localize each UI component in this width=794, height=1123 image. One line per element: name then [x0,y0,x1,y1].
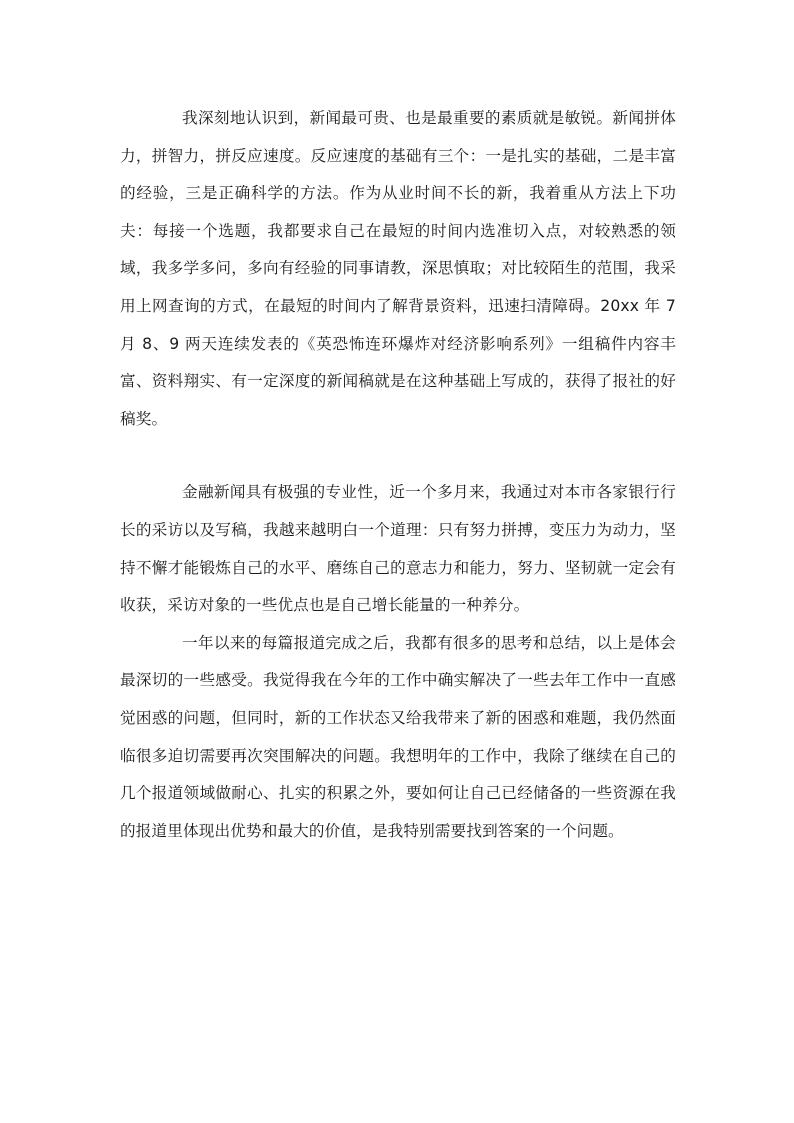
paragraph-summary: 一年以来的每篇报道完成之后，我都有很多的思考和总结，以上是体会最深切的一些感受。我觉得我在今年的工作中确实解决了一些去年工作中一直感觉困惑的问题，但同时，新的工作状态又给我带来了新的困惑和难题，我仍然面临很多迫切需要再次突围解决的问题。我想明年的工作中，我除了继续在自己的几个报道领域做耐心、扎实的积累之外，要如何让自己已经储备的一些资源在我的报道里体现出优势和最大的价值，是我特别需要找到答案的一个问题。 [120,633,676,840]
document-body [120,100,676,850]
paragraph-gap [120,438,676,474]
paragraph-finance-news: 金融新闻具有极强的专业性，近一个多月来，我通过对本市各家银行行长的采访以及写稿，我越来越明白一个道理：只有努力拼搏，变压力为动力，坚持不懈才能锻炼自己的水平、磨练自己的意志力和能力，努力、坚韧就一定会有收获，采访对象的一些优点也是自己增长能量的一种养分。 [120,483,676,615]
paragraph-method: 我深刻地认识到，新闻最可贵、也是最重要的素质就是敏锐。新闻拼体力，拼智力，拼反应速度。反应速度的基础有三个：一是扎实的基础，二是丰富的经验，三是正确科学的方法。作为从业时间不长的新，我着重从方法上下功夫：每接一个选题，我都要求自己在最短的时间内选准切入点，对较熟悉的领域，我多学多问，多向有经验的同事请教，深思慎取；对比较陌生的范围，我采用上网查询的方式，在最短的时间内了解背景资料，迅速扫清障碍。20xx 年 7 月 8、9 两天连续发表的《英恐怖连环爆炸对经济影响系列》一组稿件内容丰富、资料翔实、有一定深度的新闻稿就是在这种基础上写成的，获得了报社的好稿奖。 [120,109,676,428]
